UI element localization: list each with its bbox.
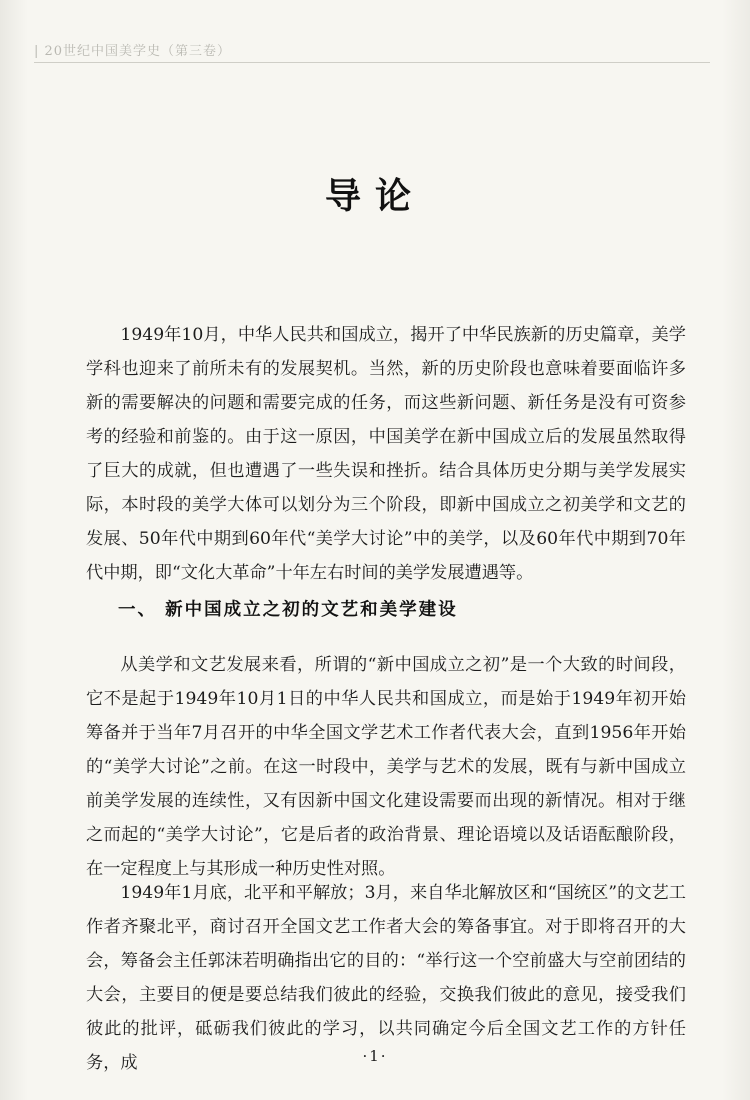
section1-paragraph-1: 从美学和文艺发展来看，所谓的“新中国成立之初”是一个大致的时间段，它不是起于1949年10月1日的中华人民共和国成立，而是始于1949年初开始筹备并于当年7月召开的中华全国文学艺术工作者代表大会，直到1956年开始的“美学大讨论”之前。在这一时段中，美学与艺术的发展，既有与新中国成立前美学发展的连续性，又有因新中国文化建设需要而出现的新情况。相对于继之而起的“美学大讨论”，它是后者的政治背景、理论语境以及话语酝酿阶段，在一定程度上与其形成一种历史性对照。 xyxy=(86,655,686,879)
intro-paragraph: 1949年10月，中华人民共和国成立，揭开了中华民族新的历史篇章，美学学科也迎来了前所未有的发展契机。当然，新的历史阶段也意味着要面临许多新的需要解决的问题和需要完成的任务，而这些新问题、新任务是没有可资参考的经验和前鉴的。由于这一原因，中国美学在新中国成立后的发展虽然取得了巨大的成就，但也遭遇了一些失误和挫折。结合具体历史分期与美学发展实际，本时段的美学大体可以划分为三个阶段，即新中国成立之初美学和文艺的发展、50年代中期到60年代“美学大讨论”中的美学，以及60年代中期到70年代中期，即“文化大革命”十年左右时间的美学发展遭遇等。 xyxy=(86,325,686,583)
section-heading: 一、 新中国成立之初的文艺和美学建设 xyxy=(118,600,458,620)
page-number: ·1· xyxy=(362,1047,388,1065)
chapter-title: 导论 xyxy=(324,176,425,217)
running-header: | 20世纪中国美学史（第三卷） xyxy=(34,44,232,59)
header-rule xyxy=(34,62,710,63)
section1-paragraph-2: 1949年1月底，北平和平解放；3月，来自华北解放区和“国统区”的文艺工作者齐聚北平，商讨召开全国文艺工作者大会的筹备事宜。对于即将召开的大会，筹备会主任郭沫若明确指出它的目的：“举行这一个空前盛大与空前团结的大会，主要目的便是要总结我们彼此的经验，交换我们彼此的意见，接受我们彼此的批评，砥砺我们彼此的学习，以共同确定今后全国文艺工作的方针任务，成 xyxy=(86,883,686,1073)
